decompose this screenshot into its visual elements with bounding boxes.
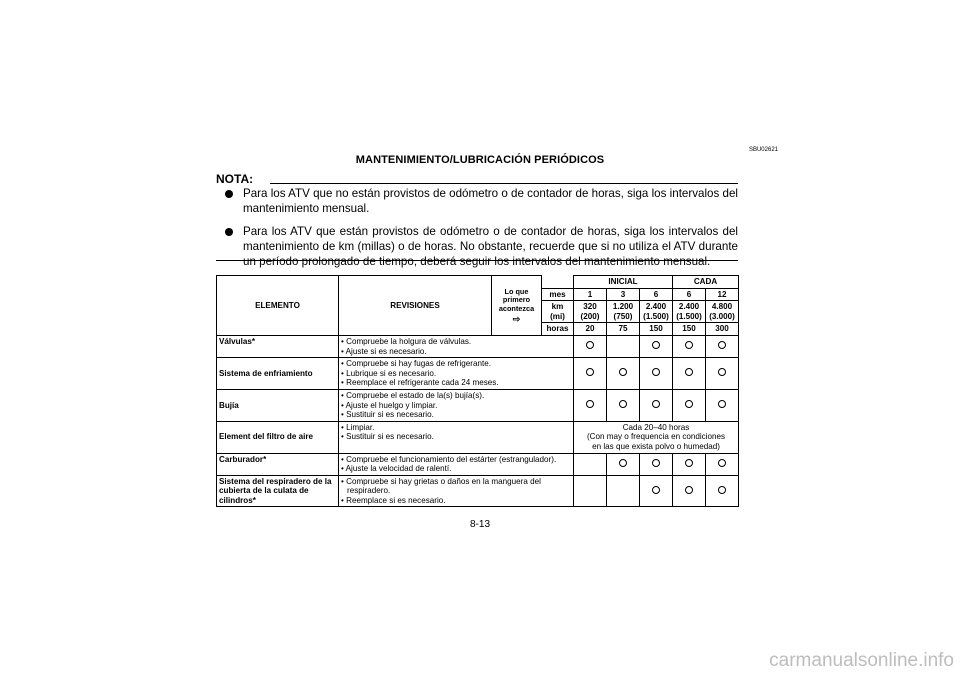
circle-icon <box>652 341 660 349</box>
circle-icon <box>586 341 594 349</box>
interval-mark <box>706 389 739 421</box>
header-cada: CADA <box>673 276 739 289</box>
maintenance-table <box>216 275 739 507</box>
unit-label: horas <box>542 323 574 336</box>
circle-icon <box>652 486 660 494</box>
watermark[interactable]: carmanualsonline.info <box>769 650 954 671</box>
bullet-icon <box>225 190 233 198</box>
row-elemento: Sistema de enfriamiento <box>217 358 339 390</box>
interval-mark <box>706 475 739 507</box>
circle-icon <box>652 368 660 376</box>
section-code: SBU02621 <box>748 147 778 153</box>
note-item <box>216 224 738 269</box>
row-elemento: Válvulas* <box>217 335 339 357</box>
interval-value: 12 <box>706 288 739 301</box>
interval-mark <box>574 335 607 357</box>
circle-icon <box>718 400 726 408</box>
interval-mark <box>574 358 607 390</box>
row-revisiones <box>339 358 574 390</box>
table-row <box>217 421 739 453</box>
row-revisiones <box>339 389 574 421</box>
header-blank <box>542 276 574 289</box>
interval-mark <box>640 335 673 357</box>
interval-mark <box>607 389 640 421</box>
row-elemento: Sistema del respiradero de la cubierta de la culata de cilindros* <box>217 475 339 507</box>
interval-mark <box>706 358 739 390</box>
circle-icon <box>652 400 660 408</box>
interval-value: 1.200 (750) <box>607 301 640 323</box>
row-revisiones <box>339 453 574 475</box>
interval-mark <box>640 453 673 475</box>
interval-mark <box>640 358 673 390</box>
note-item <box>216 186 738 216</box>
table-row <box>217 358 739 390</box>
interval-value: 150 <box>673 323 706 336</box>
interval-value: 4.800 (3.000) <box>706 301 739 323</box>
interval-value: 2.400 (1.500) <box>640 301 673 323</box>
row-elemento: Element del filtro de aire <box>217 421 339 453</box>
circle-icon <box>718 486 726 494</box>
arrow-right-icon: ⇨ <box>512 313 521 324</box>
interval-mark <box>673 335 706 357</box>
interval-note-line: (Con may o frequencia en condiciones <box>586 432 726 442</box>
interval-mark <box>640 475 673 507</box>
circle-icon <box>685 400 693 408</box>
table-row <box>217 335 739 357</box>
page-title: MANTENIMIENTO/LUBRICACIÓN PERIÓDICOS <box>355 154 605 166</box>
circle-icon <box>586 400 594 408</box>
interval-value: 320 (200) <box>574 301 607 323</box>
row-revisiones <box>339 475 574 507</box>
note-text: Para los ATV que están provistos de odómetro o de contador de horas, siga los intervalos del mantenimiento de km (millas) o de horas. No obstante, recuerde que si no utiliza el ATV durante un período prolongado de tiempo, deberá seguir los intervalos del mantenimiento mensual. <box>243 225 738 268</box>
nota-rule <box>270 183 738 184</box>
interval-value: 1 <box>574 288 607 301</box>
interval-mark <box>607 358 640 390</box>
circle-icon <box>685 486 693 494</box>
note-text: Para los ATV que no están provistos de odómetro o de contador de horas, siga los intervalos del mantenimiento mensual. <box>243 187 738 215</box>
interval-note <box>574 421 739 453</box>
circle-icon <box>619 459 627 467</box>
interval-note-line: en las que exista polvo o humedad) <box>592 441 720 451</box>
interval-value: 20 <box>574 323 607 336</box>
interval-value: 150 <box>640 323 673 336</box>
interval-value: 6 <box>640 288 673 301</box>
check-item: • Ajuste la velocidad de ralentí. <box>341 464 452 474</box>
interval-mark <box>673 389 706 421</box>
circle-icon <box>685 459 693 467</box>
check-item: • Sustituir si es necesario. <box>341 410 434 420</box>
check-item: • Ajuste el huelgo y limpiar. <box>341 400 438 410</box>
row-revisiones <box>339 335 574 357</box>
check-item: • Reemplace si es necesario. <box>341 495 446 505</box>
interval-mark <box>574 453 607 475</box>
circle-icon <box>586 368 594 376</box>
check-item: • Lubrique si es necesario. <box>341 368 437 378</box>
circle-icon <box>619 368 627 376</box>
circle-icon <box>718 341 726 349</box>
circle-icon <box>718 459 726 467</box>
interval-mark <box>706 335 739 357</box>
circle-icon <box>685 341 693 349</box>
interval-value: 300 <box>706 323 739 336</box>
table-row <box>217 389 739 421</box>
page-number: 8-13 <box>469 519 490 530</box>
interval-mark <box>673 453 706 475</box>
check-item: • Compruebe si hay fugas de refrigerante. <box>341 359 491 369</box>
check-item: • Sustituir si es necesario. <box>341 432 434 442</box>
check-item: • Compruebe el estado de la(s) bujía(s). <box>341 390 485 400</box>
interval-value: 6 <box>673 288 706 301</box>
unit-label: mes <box>542 288 574 301</box>
table-row <box>217 475 739 507</box>
interval-value: 2.400 (1.500) <box>673 301 706 323</box>
row-elemento: Bujía <box>217 389 339 421</box>
check-item: • Compruebe el funcionamiento del estárter (estrangulador). <box>341 454 557 464</box>
interval-mark <box>607 335 640 357</box>
header-first-occurs <box>492 276 542 336</box>
interval-mark <box>673 358 706 390</box>
check-item: • Compruebe la holgura de válvulas. <box>341 336 472 346</box>
interval-mark <box>574 475 607 507</box>
interval-mark <box>607 475 640 507</box>
interval-value: 3 <box>607 288 640 301</box>
interval-value: 75 <box>607 323 640 336</box>
interval-note-line: Cada 20–40 horas <box>622 422 690 432</box>
row-revisiones <box>339 421 574 453</box>
interval-mark <box>574 389 607 421</box>
table-row <box>217 453 739 475</box>
row-elemento: Carburador* <box>217 453 339 475</box>
header-revisiones: REVISIONES <box>339 276 492 336</box>
check-item: • Ajuste si es necesario. <box>341 346 427 356</box>
interval-mark <box>607 453 640 475</box>
first-occurs-text: Lo que primero acontezca <box>498 286 535 313</box>
header-inicial: INICIAL <box>574 276 673 289</box>
interval-mark <box>673 475 706 507</box>
circle-icon <box>685 368 693 376</box>
circle-icon <box>718 368 726 376</box>
header-elemento: ELEMENTO <box>217 276 339 336</box>
interval-mark <box>706 453 739 475</box>
notes-end-rule <box>216 260 738 261</box>
check-item: • Reemplace el refrigerante cada 24 meses. <box>341 378 499 388</box>
bullet-icon <box>225 228 233 236</box>
circle-icon <box>652 459 660 467</box>
check-item: • Compruebe si hay grietas o daños en la manguera del respiradero. <box>341 476 541 496</box>
notes-list <box>216 186 738 277</box>
interval-mark <box>640 389 673 421</box>
circle-icon <box>619 400 627 408</box>
check-item: • Limpiar. <box>341 422 375 432</box>
unit-label: km (mi) <box>542 301 574 323</box>
nota-label: NOTA: <box>216 172 254 186</box>
